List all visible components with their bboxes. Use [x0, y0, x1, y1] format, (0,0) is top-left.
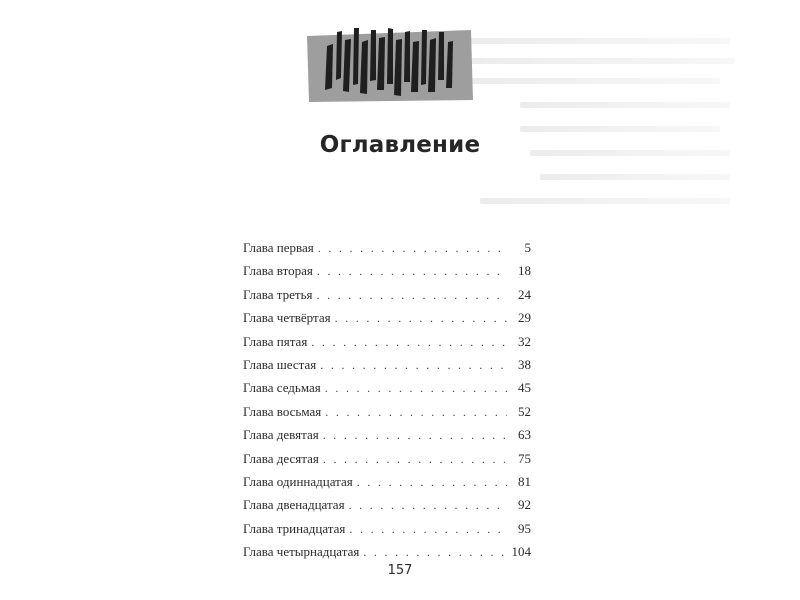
toc-entry-label: Глава третья: [243, 286, 313, 302]
toc-entry-label: Глава пятая: [243, 333, 308, 349]
toc-entry: [243, 404, 531, 427]
toc-entry-page: 75: [518, 450, 531, 466]
toc-leader-dots: [325, 381, 507, 396]
toc-leader-dots: [318, 241, 507, 256]
toc-entry-label: Глава четырнадцатая: [243, 544, 360, 560]
toc-entry-page: 32: [518, 333, 531, 349]
toc-entry-label: Глава одиннадцатая: [243, 473, 353, 489]
bleed-through-text: [460, 30, 760, 230]
toc-leader-dots: [357, 475, 507, 490]
toc-entry-page: 52: [518, 403, 531, 419]
toc-entry: [243, 380, 531, 403]
toc-entry-page: 24: [518, 286, 531, 302]
toc-entry-label: Глава четвёртая: [243, 310, 331, 326]
toc-entry-page: 104: [511, 544, 531, 560]
striped-band-icon: [305, 18, 475, 108]
toc-leader-dots: [363, 545, 507, 560]
toc-entry-page: 38: [518, 356, 531, 372]
toc-leader-dots: [325, 405, 507, 420]
page-title: Оглавление: [319, 132, 481, 158]
page-number: 157: [387, 563, 413, 578]
toc-leader-dots: [311, 335, 507, 350]
toc-leader-dots: [317, 264, 507, 279]
toc-entry: [243, 287, 531, 310]
toc-entry-page: 5: [524, 240, 531, 255]
toc-entry: [243, 357, 531, 380]
toc-leader-dots: [323, 452, 507, 467]
toc-entry: [243, 240, 531, 263]
toc-entry-page: 95: [518, 520, 531, 536]
toc-entry-page: 18: [518, 263, 531, 279]
toc-entry-page: 63: [518, 427, 531, 443]
toc-leader-dots: [316, 288, 507, 303]
toc-entry: [243, 310, 531, 333]
toc-entry-page: 29: [518, 310, 531, 326]
toc-entry-page: 45: [518, 380, 531, 396]
toc-entry-label: Глава девятая: [243, 427, 319, 443]
toc-entry-label: Глава тринадцатая: [243, 520, 346, 536]
toc-entry-label: Глава вторая: [243, 263, 313, 279]
toc-entry-label: Глава восьмая: [243, 403, 322, 419]
toc-entry: [243, 521, 531, 544]
toc-entry-page: 92: [518, 497, 531, 513]
toc-leader-dots: [320, 358, 507, 373]
toc-entry: [243, 451, 531, 474]
toc-leader-dots: [349, 498, 507, 513]
toc-leader-dots: [335, 311, 507, 326]
toc-leader-dots: [323, 428, 507, 443]
toc-entry-label: Глава двенадцатая: [243, 497, 345, 513]
table-of-contents: [243, 240, 531, 567]
toc-entry-label: Глава десятая: [243, 450, 319, 466]
toc-entry-label: Глава шестая: [243, 356, 317, 372]
toc-entry: [243, 427, 531, 450]
toc-entry-label: Глава седьмая: [243, 380, 321, 396]
toc-entry: [243, 497, 531, 520]
toc-entry: [243, 474, 531, 497]
toc-entry-label: Глава первая: [243, 240, 314, 255]
toc-leader-dots: [349, 522, 507, 537]
toc-entry-page: 81: [518, 473, 531, 489]
toc-entry: [243, 263, 531, 286]
toc-entry: [243, 334, 531, 357]
